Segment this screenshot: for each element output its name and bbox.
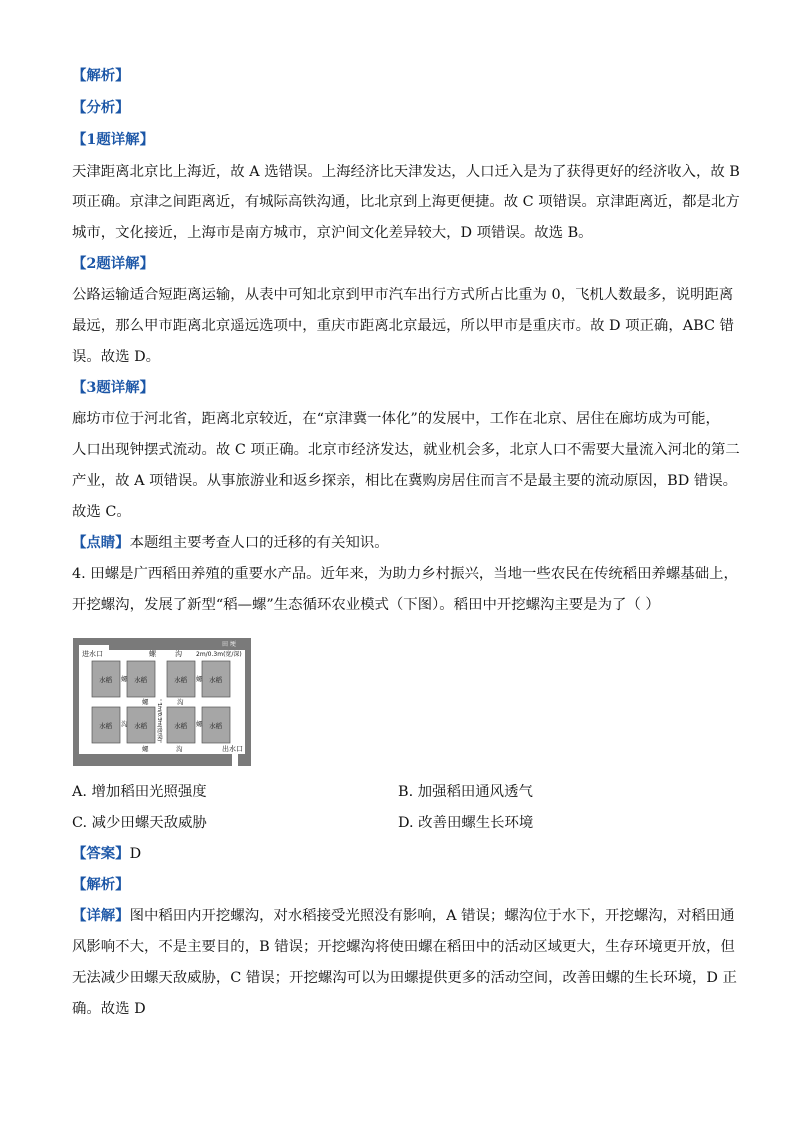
option-d: D. 改善田螺生长环境	[398, 815, 534, 831]
rice-label-6: 水稻	[134, 722, 147, 730]
tag-q1: 【1题详解】	[72, 131, 154, 148]
tag-jiexi-2: 【解析】	[72, 876, 130, 893]
top-luo-label: 螺	[149, 650, 156, 658]
xiangjie-text-1: 图中稻田内开挖螺沟，对水稻接受光照没有影响，A 错误；螺沟位于水下，开挖螺沟，对稻田通	[129, 908, 735, 924]
q4-stem-line-1: 4. 田螺是广西稻田养殖的重要水产品。近年来，为助力乡村振兴，当地一些农民在传统稻田养螺基础上，	[72, 566, 738, 582]
top-strip-line	[79, 644, 245, 645]
vertical-size-label: 1m/0.3m(宽/深)	[156, 703, 162, 742]
outlet-label: 出水口	[222, 745, 243, 753]
rice-label-3: 水稻	[174, 676, 187, 684]
rice-snail-diagram	[72, 637, 252, 767]
rice-label-2: 水稻	[134, 676, 147, 684]
top-gou-label: 沟	[175, 650, 182, 658]
tag-q3: 【3题详解】	[72, 379, 154, 396]
dianjing-text: 本题组主要考查人口的迁移的有关知识。	[129, 535, 389, 551]
answer-line	[72, 844, 141, 864]
tag-daan: 【答案】	[72, 845, 130, 862]
gou-label-left: 沟	[121, 720, 128, 728]
dianjing-line	[72, 533, 389, 553]
luo-label-right-2: 螺	[196, 720, 203, 728]
q1-line-1: 天津距离北京比上海近，故 A 选错误。上海经济比天津发达，人口迁入是为了获得更好的经济收入，故 B	[72, 164, 740, 180]
q4-stem-line-2: 开挖螺沟，发展了新型“稻—螺”生态循环农业模式（下图）。稻田中开挖螺沟主要是为了（ ）	[72, 597, 660, 613]
option-c: C. 减少田螺天敌威胁	[72, 815, 207, 831]
tag-q2: 【2题详解】	[72, 255, 154, 272]
q2-line-2: 最远，那么甲市距离北京遥远选项中，重庆市距离北京最远，所以甲市是重庆市。故 D 项正确，ABC 错	[72, 318, 734, 334]
q3-line-3: 产业，故 A 项错误。从事旅游业和返乡探亲，相比在冀购房居住而言不是最主要的流动原因，BD 错误。	[72, 473, 738, 489]
rice-label-5: 水稻	[99, 722, 112, 730]
tag-xiangjie: 【详解】	[72, 907, 130, 924]
gou-label-mid-right: 沟	[177, 698, 184, 706]
xiangjie-line-1	[72, 906, 735, 926]
tag-jiexi: 【解析】	[72, 67, 130, 84]
xiangjie-line-3: 无法减少田螺天敌威胁，C 错误；开挖螺沟可以为田螺提供更多的活动空间，改善田螺的生长环境，D 正	[72, 970, 737, 986]
q3-line-1: 廊坊市位于河北省，距离北京较近，在“京津冀一体化”的发展中，工作在北京、居住在廊坊成为可能，	[72, 411, 720, 427]
q2-line-1: 公路运输适合短距离运输，从表中可知北京到甲市汽车出行方式所占比重为 0，飞机人数最多，说明距离	[72, 287, 734, 303]
rice-label-1: 水稻	[99, 676, 112, 684]
luo-label-left: 螺	[121, 675, 128, 683]
luo-label-mid-left: 螺	[142, 698, 149, 706]
field-ridge-label: 田 埂	[222, 641, 236, 648]
inlet-label: 进水口	[82, 650, 103, 658]
q3-line-4: 故选 C。	[72, 504, 131, 520]
option-a: A. 增加稻田光照强度	[72, 784, 207, 800]
q3-line-2: 人口出现钟摆式流动。故 C 项正确。北京市经济发达，就业机会多，北京人口不需要大量流入河北的第二	[72, 442, 740, 458]
bottom-gou-label: 沟	[176, 745, 183, 753]
option-b: B. 加强稻田通风透气	[398, 784, 533, 800]
xiangjie-line-4: 确。故选 D	[72, 1001, 146, 1017]
q2-line-3: 误。故选 D。	[72, 349, 161, 365]
q1-line-2: 项正确。京津之间距离近，有城际高铁沟通，比北京到上海更便捷。故 C 项错误。京津距离近，都是北方	[72, 194, 740, 210]
tag-dianjing: 【点睛】	[72, 534, 130, 551]
tag-fenxi: 【分析】	[72, 99, 130, 116]
outlet-gap	[232, 754, 238, 766]
xiangjie-line-2: 风影响不大，不是主要目的，B 错误；开挖螺沟将使田螺在稻田中的活动区域更大，生存环境更开放，但	[72, 939, 735, 955]
luo-label-right: 螺	[196, 675, 203, 683]
diagram-svg	[72, 637, 252, 767]
rice-label-8: 水稻	[209, 722, 222, 730]
rice-label-4: 水稻	[209, 676, 222, 684]
rice-label-7: 水稻	[174, 722, 187, 730]
bottom-luo-label: 螺	[142, 745, 149, 753]
q1-line-3: 城市，文化接近，上海市是南方城市，京沪间文化差异较大，D 项错误。故选 B。	[72, 225, 593, 241]
size-label: 2m/0.3m(宽/深)	[196, 651, 242, 658]
answer-value: D	[129, 846, 142, 862]
